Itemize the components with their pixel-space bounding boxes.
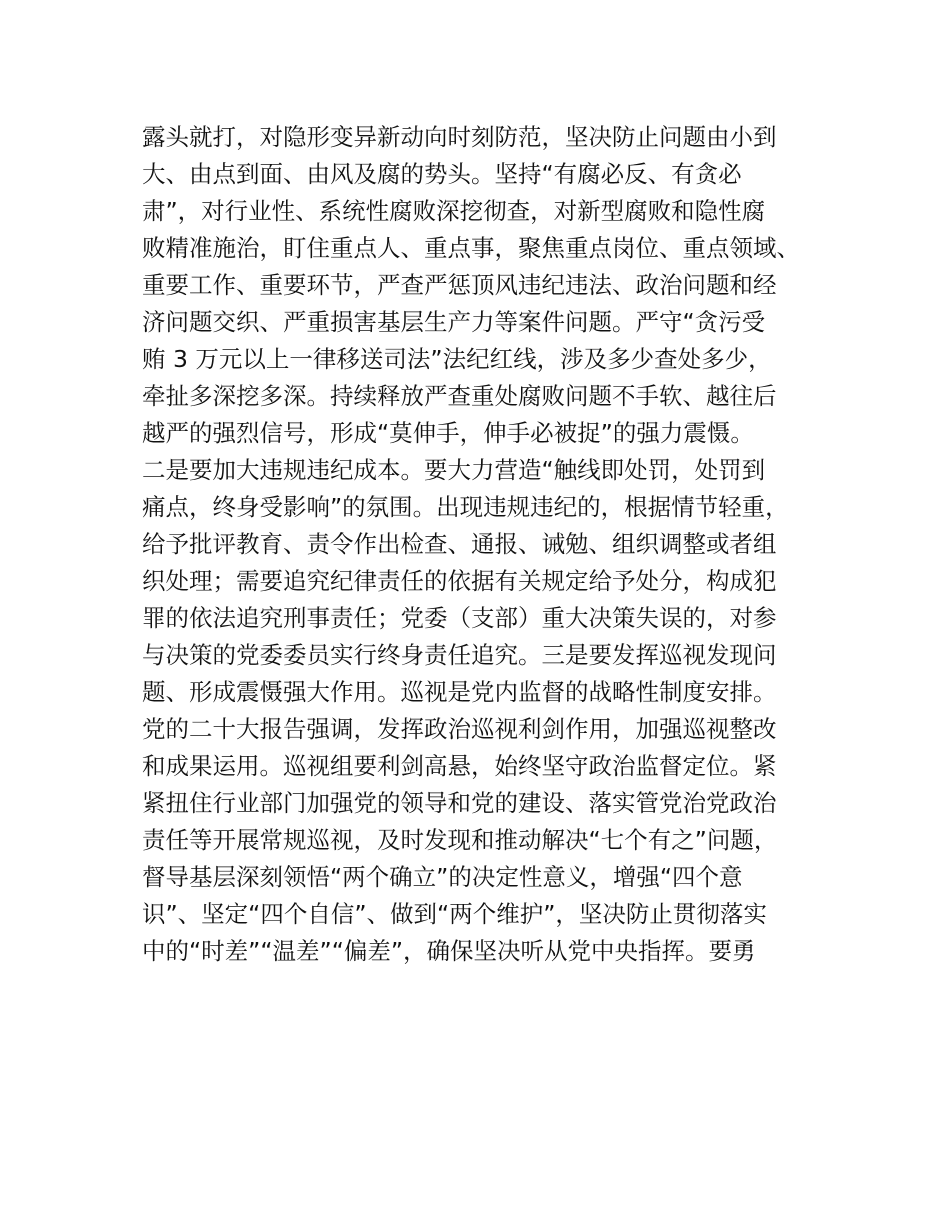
text-line: 贿 3 万元以上一律移送司法”法纪红线，涉及多少查处多少， [142, 345, 772, 373]
text-line: 责任等开展常规巡视，及时发现和推动解决“七个有之”问题， [142, 826, 778, 854]
text-line: 与决策的党委委员实行终身责任追究。三是要发挥巡视发现问 [142, 641, 777, 669]
text-line: 牵扯多深挖多深。持续释放严查重处腐败问题不手软、越往后 [142, 382, 777, 410]
text-line: 题、形成震慑强大作用。巡视是党内监督的战略性制度安排。 [142, 678, 777, 706]
text-line: 二是要加大违规违纪成本。要大力营造“触线即处罚，处罚到 [142, 456, 766, 484]
text-line: 紧扭住行业部门加强党的领导和党的建设、落实管党治党政治 [142, 789, 777, 817]
text-line: 败精准施治，盯住重点人、重点事，聚焦重点岗位、重点领域、 [142, 234, 800, 262]
text-line: 给予批评教育、责令作出检查、通报、诫勉、组织调整或者组 [142, 530, 777, 558]
text-line: 和成果运用。巡视组要利剑高悬，始终坚守政治监督定位。紧 [142, 752, 777, 780]
text-line: 大、由点到面、由风及腐的势头。坚持“有腐必反、有贪必 [142, 160, 742, 188]
text-line: 督导基层深刻领悟“两个确立”的决定性意义，增强“四个意 [142, 863, 743, 891]
text-line: 重要工作、重要环节，严查严惩顶风违纪违法、政治问题和经 [142, 271, 777, 299]
text-line: 党的二十大报告强调，发挥政治巡视利剑作用，加强巡视整改 [142, 715, 777, 743]
text-line: 越严的强烈信号，形成“莫伸手，伸手必被捉”的强力震慑。 [142, 419, 754, 447]
text-line: 罪的依法追究刑事责任；党委（支部）重大决策失误的，对参 [142, 604, 777, 632]
body-paragraph [142, 119, 842, 970]
text-line: 露头就打，对隐形变异新动向时刻防范，坚决防止问题由小到 [142, 123, 777, 151]
text-line: 肃”，对行业性、系统性腐败深挖彻查，对新型腐败和隐性腐 [142, 197, 766, 225]
text-line: 识”、坚定“四个自信”、做到“两个维护”，坚决防止贯彻落实 [142, 900, 767, 928]
text-line: 中的“时差”“温差”“偏差”，确保坚决听从党中央指挥。要勇 [142, 937, 756, 965]
text-line: 痛点，终身受影响”的氛围。出现违规违纪的，根据情节轻重， [142, 493, 789, 521]
text-line: 济问题交织、严重损害基层生产力等案件问题。严守“贪污受 [142, 308, 766, 336]
text-line: 织处理；需要追究纪律责任的依据有关规定给予处分，构成犯 [142, 567, 777, 595]
